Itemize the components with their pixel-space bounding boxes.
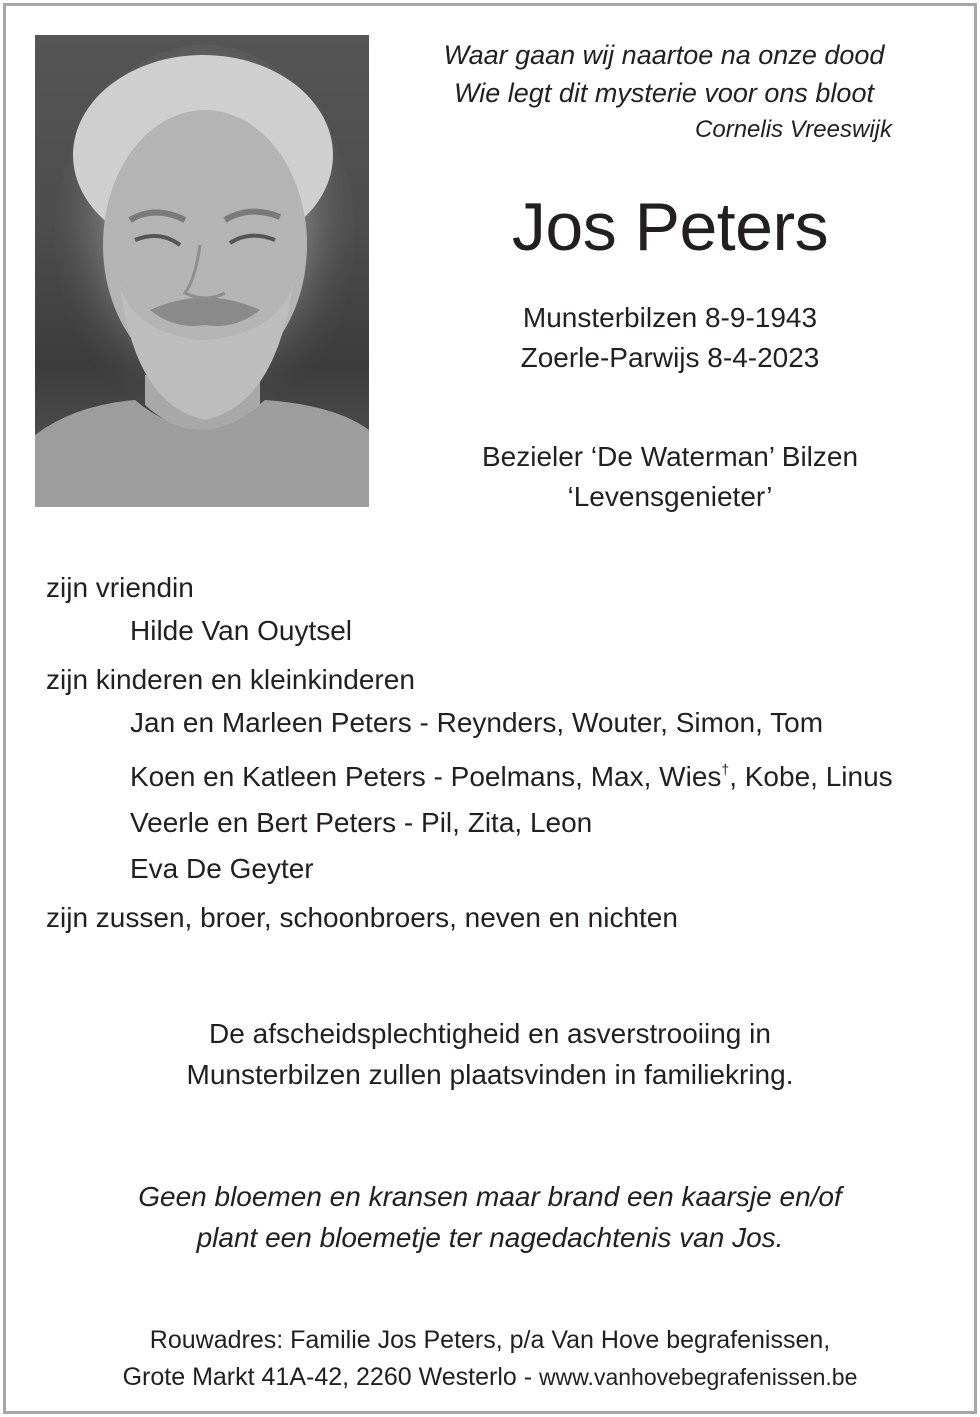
ceremony-line: Munsterbilzen zullen plaatsvinden in familiekring. xyxy=(186,1059,794,1090)
role-line: ‘Levensgenieter’ xyxy=(567,481,773,512)
family-member: Veerle en Bert Peters - Pil, Zita, Leon xyxy=(130,807,593,838)
request-line: Geen bloemen en kransen maar brand een kaarsje en/of xyxy=(138,1181,842,1212)
portrait-illustration xyxy=(35,35,369,507)
group-label: zijn kinderen en kleinkinderen xyxy=(46,664,415,695)
ceremony-line: De afscheidsplechtigheid en asverstrooiing in xyxy=(209,1018,771,1049)
death-place-date: Zoerle-Parwijs 8-4-2023 xyxy=(520,342,820,373)
life-dates xyxy=(440,298,900,378)
mourning-address xyxy=(40,1322,940,1396)
family-member xyxy=(46,746,946,800)
group-label: zijn zussen, broer, schoonbroers, neven en nichten xyxy=(46,902,678,933)
family-group-siblings xyxy=(46,898,946,938)
group-label: zijn vriendin xyxy=(46,572,194,603)
family-list xyxy=(46,568,946,944)
ceremony-notice xyxy=(60,1013,920,1095)
family-group-children xyxy=(46,660,946,892)
quote-author: Cornelis Vreeswijk xyxy=(695,116,892,143)
family-member-text: , Kobe, Linus xyxy=(729,761,893,792)
family-member: Hilde Van Ouytsel xyxy=(130,615,353,646)
role-line: Bezieler ‘De Waterman’ Bilzen xyxy=(481,441,859,472)
family-group-partner xyxy=(46,568,946,654)
deceased-name: Jos Peters xyxy=(511,189,829,265)
family-member: Eva De Geyter xyxy=(130,853,314,884)
address-street: Grote Markt 41A-42, 2260 Westerlo - xyxy=(122,1363,539,1391)
quote-line: Wie legt dit mysterie voor ons bloot xyxy=(454,78,874,108)
flowers-request xyxy=(60,1176,920,1258)
portrait-photo xyxy=(35,35,369,507)
poem-quote xyxy=(420,36,908,148)
family-member-text: Koen en Katleen Peters - Poelmans, Max, Wies xyxy=(130,761,722,792)
deceased-roles xyxy=(420,437,920,517)
address-line xyxy=(40,1359,940,1396)
website-link[interactable]: www.vanhovebegrafenissen.be xyxy=(539,1364,858,1390)
family-member: Jan en Marleen Peters - Reynders, Wouter, Simon, Tom xyxy=(130,707,824,738)
dagger-mark: † xyxy=(721,761,730,777)
quote-line: Waar gaan wij naartoe na onze dood xyxy=(443,40,885,70)
birth-place-date: Munsterbilzen 8-9-1943 xyxy=(522,302,818,333)
address-line: Rouwadres: Familie Jos Peters, p/a Van Hove begrafenissen, xyxy=(149,1326,831,1354)
request-line: plant een bloemetje ter nagedachtenis van Jos. xyxy=(196,1222,784,1253)
